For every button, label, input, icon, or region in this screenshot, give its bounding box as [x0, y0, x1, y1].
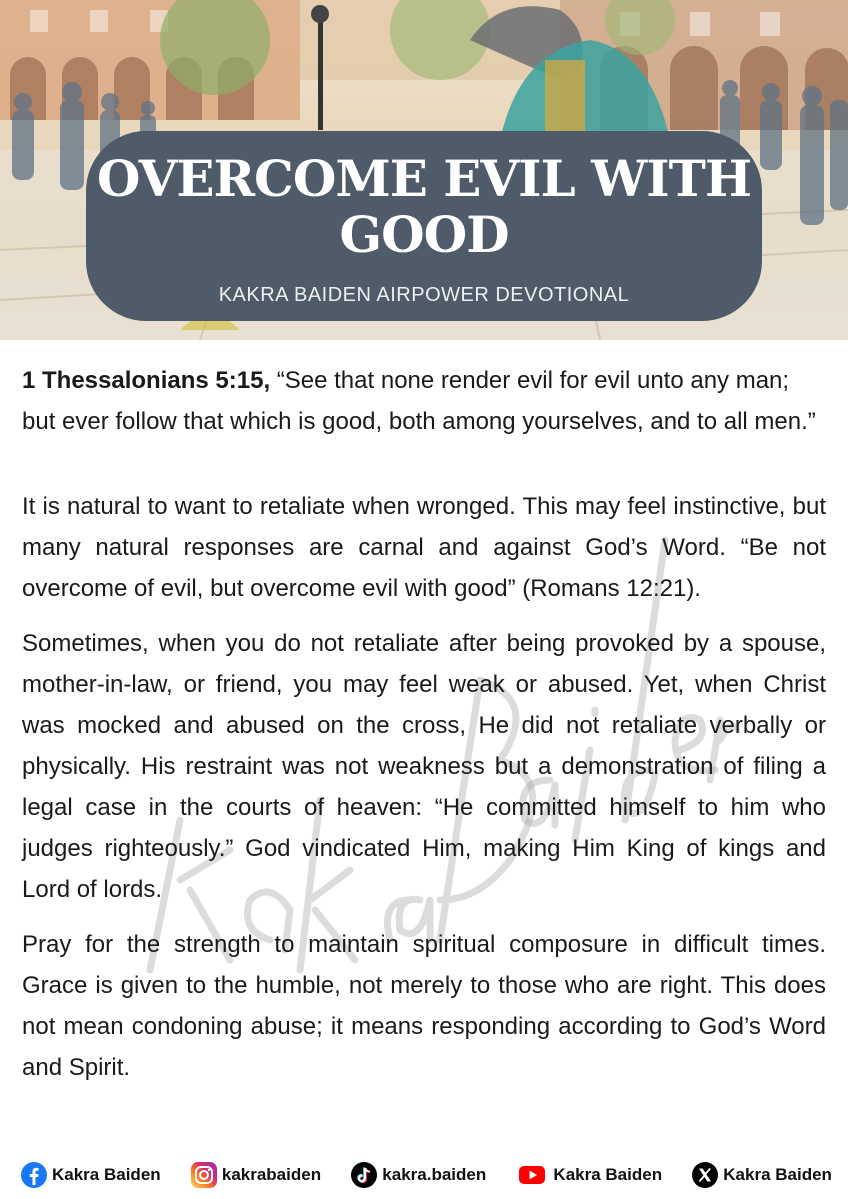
social-tiktok[interactable]	[350, 1161, 486, 1189]
social-facebook[interactable]	[20, 1161, 161, 1189]
tiktok-handle: kakra.baiden	[382, 1165, 487, 1184]
social-x[interactable]	[691, 1161, 832, 1189]
scripture-text: “See that none render evil for evil unto any man; but ever follow that which is good, both among yourselves, and to all men.”	[22, 367, 816, 435]
youtube-icon	[515, 1161, 549, 1189]
scripture-verse	[22, 360, 826, 442]
facebook-icon	[20, 1161, 48, 1189]
youtube-handle: Kakra Baiden	[553, 1165, 663, 1184]
paragraph-3: Pray for the strength to maintain spiritual composure in difficult times. Grace is given to the humble, not merely to those who are right. This does not mean condoning abuse; it means responding according to God’s Word and Spirit.	[22, 931, 826, 1081]
tiktok-icon	[350, 1161, 378, 1189]
page-title: OVERCOME EVIL WITH GOOD	[96, 149, 752, 264]
instagram-handle: kakrabaiden	[221, 1165, 322, 1184]
x-handle: Kakra Baiden	[723, 1165, 832, 1184]
devotional-content	[22, 360, 826, 1102]
facebook-handle: Kakra Baiden	[52, 1165, 161, 1184]
title-pill	[86, 131, 762, 321]
paragraph-2: Sometimes, when you do not retaliate after being provoked by a spouse, mother-in-law, or friend, you may feel weak or abused. Yet, when Christ was mocked and abused on the cross, He did not retaliate verbally or physically. His restraint was not weakness but a demonstration of filing a legal case in the courts of heaven: “He committed himself to him who judges righteously.” God vindicated Him, making Him King of kings and Lord of lords.	[22, 630, 826, 903]
instagram-icon	[190, 1161, 218, 1189]
social-youtube[interactable]	[515, 1161, 662, 1189]
social-links	[20, 1158, 832, 1192]
page-subtitle: KAKRA BAIDEN AIRPOWER DEVOTIONAL	[218, 284, 630, 306]
social-instagram[interactable]	[190, 1161, 321, 1189]
header-banner	[0, 0, 848, 340]
scripture-reference: 1 Thessalonians 5:15,	[22, 367, 271, 394]
x-icon	[691, 1161, 719, 1189]
paragraph-1: It is natural to want to retaliate when wronged. This may feel instinctive, but many natural responses are carnal and against God’s Word. “Be not overcome of evil, but overcome evil with good” (Romans 12:21).	[22, 493, 826, 602]
